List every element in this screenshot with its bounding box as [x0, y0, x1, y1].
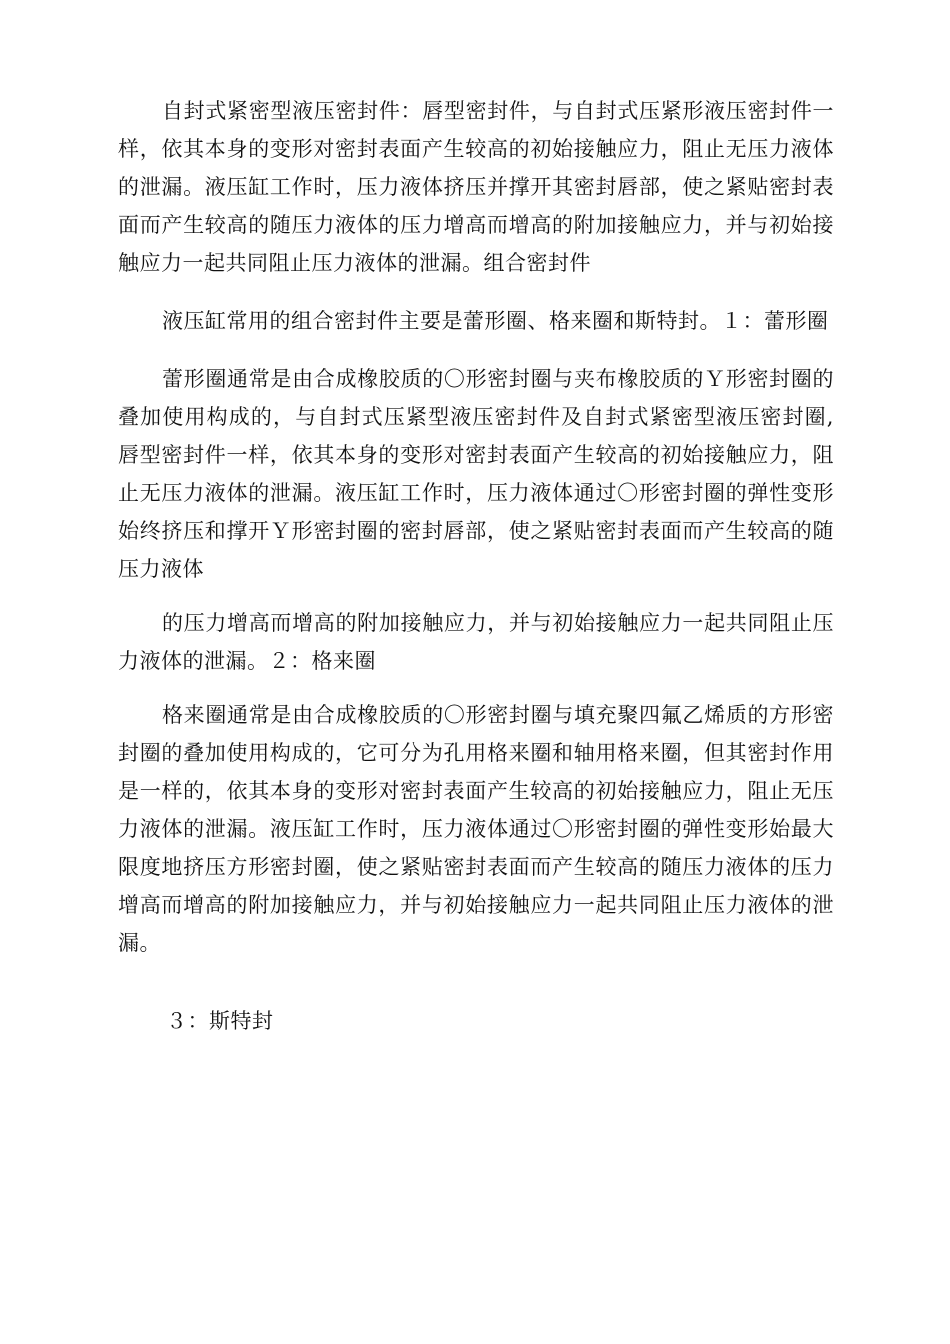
paragraph-bud-ring: 蕾形圈通常是由合成橡胶质的〇形密封圈与夹布橡胶质的Ｙ形密封圈的叠加使用构成的，与自封式压紧型液压密封件及自封式紧密型液压密封圈,唇型密封件一样，依其本身的变形对密封表面产生较高的初始接触应力，阻止无压力液体的泄漏。液压缸工作时，压力液体通过〇形密封圈的弹性变形始终挤压和撑开Ｙ形密封圈的密封唇部，使之紧贴密封表面而产生较高的随压力液体	[118, 367, 834, 581]
paragraph-glyd-ring: 格来圈通常是由合成橡胶质的〇形密封圈与填充聚四氟乙烯质的方形密封圈的叠加使用构成的，它可分为孔用格来圈和轴用格来圈，但其密封作用是一样的，依其本身的变形对密封表面产生较高的初始接触应力，阻止无压力液体的泄漏。液压缸工作时，压力液体通过〇形密封圈的弹性变形始最大限度地挤压方形密封圈，使之紧贴密封表面而产生较高的随压力液体的压力增高而增高的附加接触应力，并与初始接触应力一起共同阻止压力液体的泄漏。	[118, 703, 834, 955]
paragraph-bud-ring-continued: 的压力增高而增高的附加接触应力，并与初始接触应力一起共同阻止压力液体的泄漏。２：格来圈	[118, 611, 834, 673]
paragraph-combined-seals-intro: 液压缸常用的组合密封件主要是蕾形圈、格来圈和斯特封。１：蕾形圈	[162, 309, 829, 333]
paragraph-self-sealing-lip-seal: 自封式紧密型液压密封件：唇型密封件，与自封式压紧形液压密封件一样，依其本身的变形对密封表面产生较高的初始接触应力，阻止无压力液体的泄漏。液压缸工作时，压力液体挤压并撑开其密封唇部，使之紧贴密封表面而产生较高的随压力液体的压力增高而增高的附加接触应力，并与初始接触应力一起共同阻止压力液体的泄漏。组合密封件	[118, 99, 834, 275]
heading-step-seal: ３：斯特封	[166, 1009, 274, 1033]
document-body	[118, 92, 834, 1040]
